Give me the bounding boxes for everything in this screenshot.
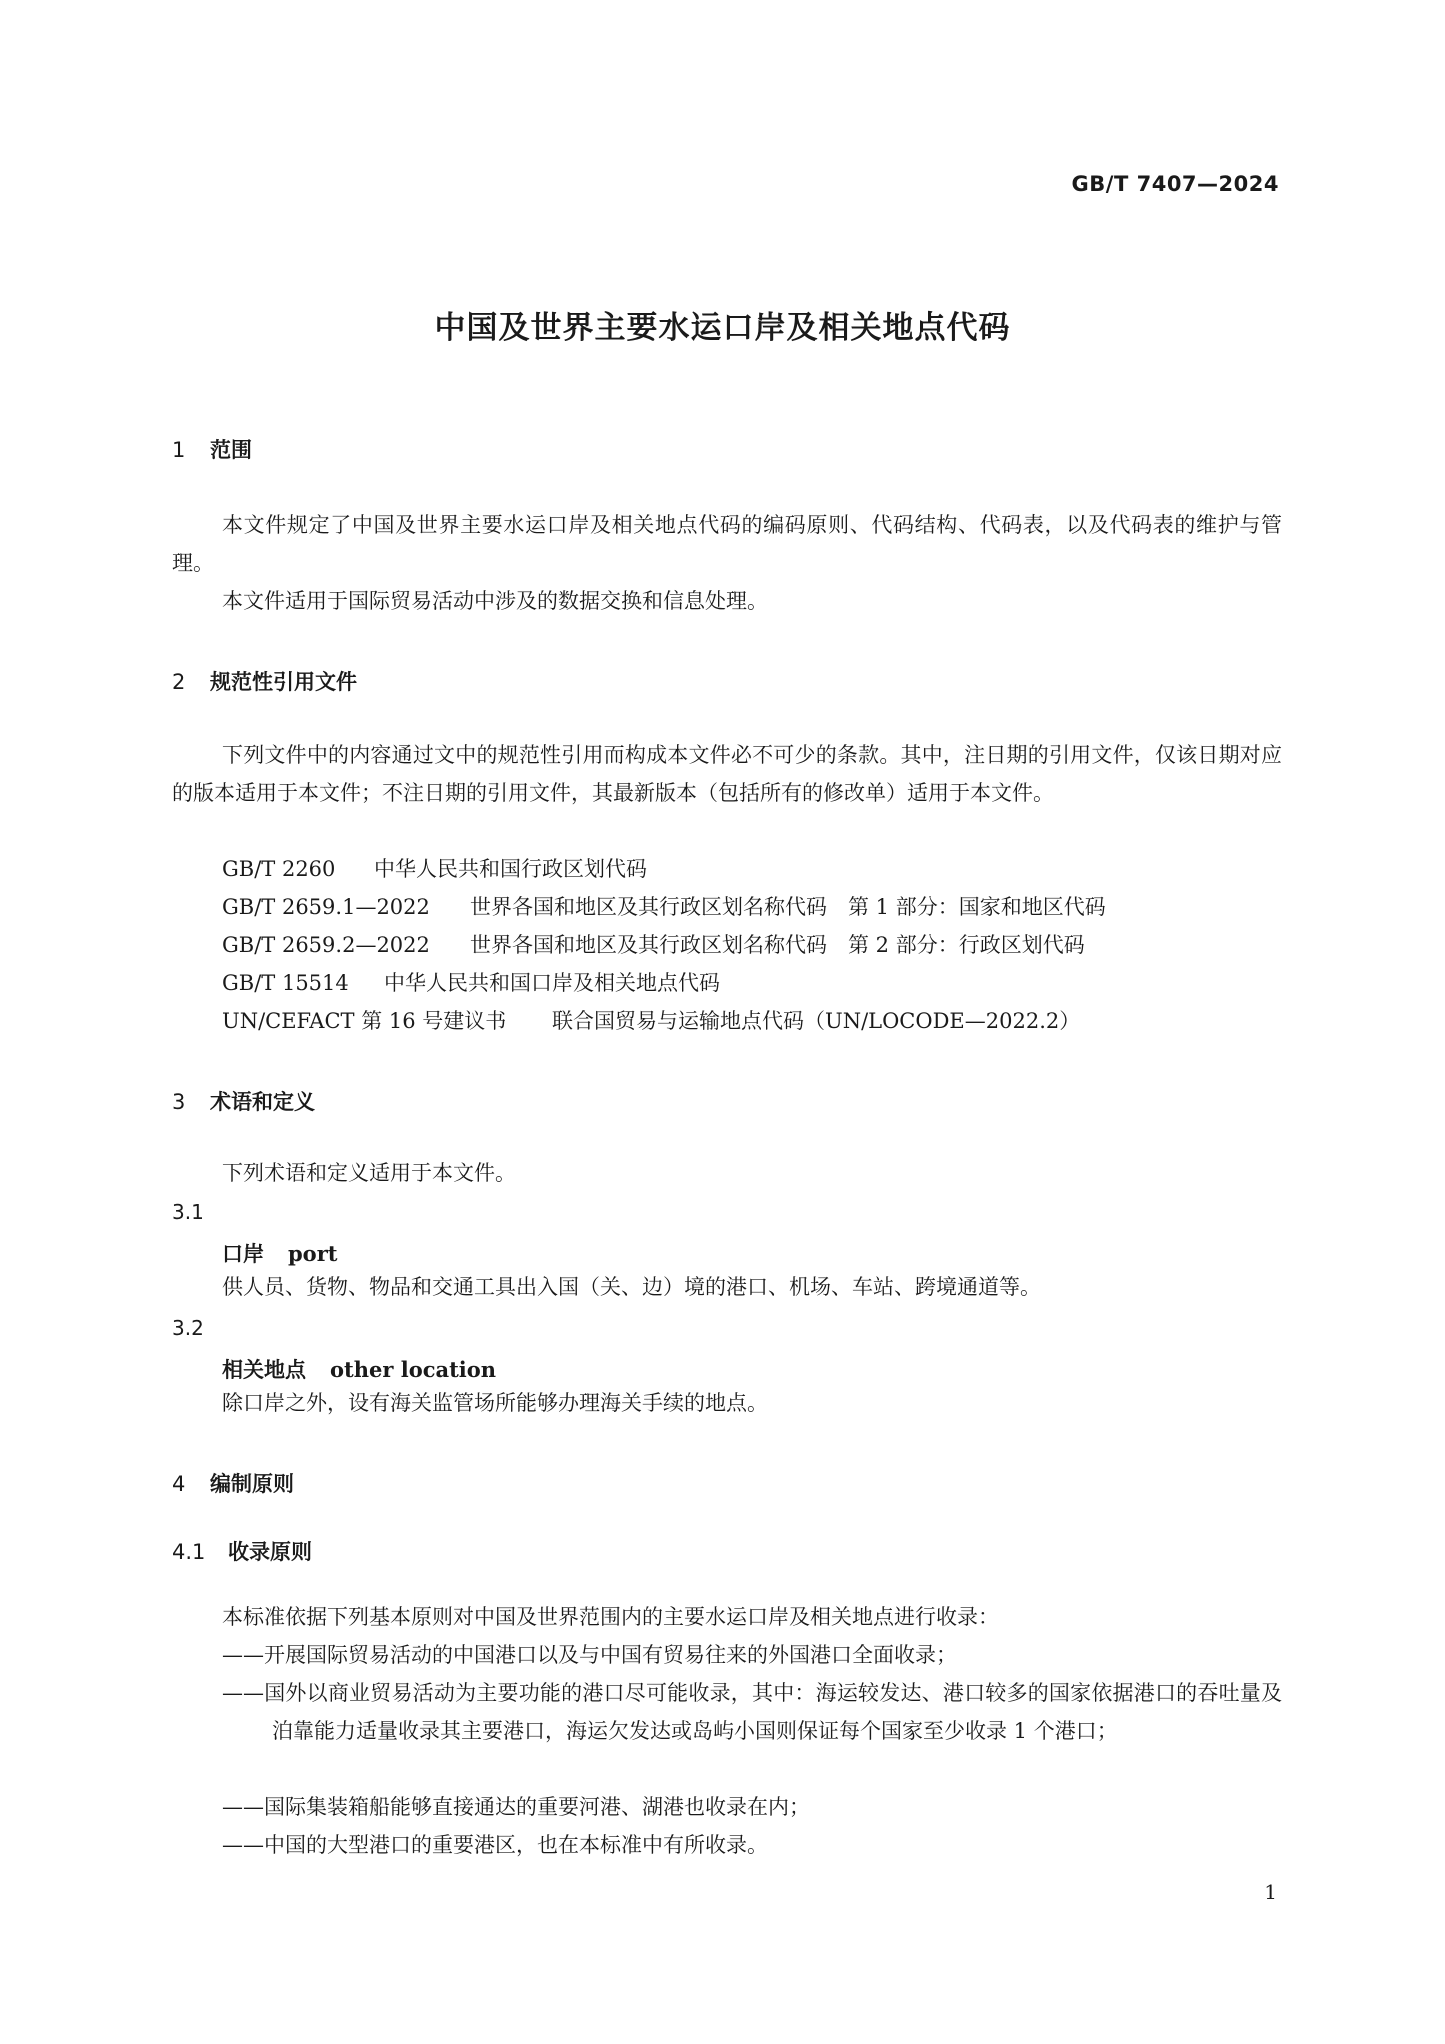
section-title: 术语和定义 — [210, 1090, 315, 1114]
reference-code: GB/T 2659.1—2022 — [222, 895, 430, 919]
paragraph: 下列文件中的内容通过文中的规范性引用而构成本文件必不可少的条款。其中，注日期的引用文件，仅该日期对应的版本适用于本文件；不注日期的引用文件，其最新版本（包括所有的修改单）适用于本文件。 — [172, 743, 1282, 805]
section-number: 3 — [172, 1090, 186, 1114]
term-en: other location — [330, 1357, 497, 1382]
reference-title: 中华人民共和国口岸及相关地点代码 — [384, 971, 720, 995]
subsection-title: 收录原则 — [228, 1540, 312, 1564]
term-zh: 相关地点 — [222, 1358, 306, 1382]
section-4-heading — [172, 1468, 294, 1498]
reference-item — [222, 964, 720, 1002]
subsection-number: 4.1 — [172, 1540, 206, 1564]
section-number: 1 — [172, 438, 186, 462]
reference-item — [222, 926, 1085, 964]
paragraph: 本文件适用于国际贸易活动中涉及的数据交换和信息处理。 — [222, 589, 768, 613]
reference-code: GB/T 15514 — [222, 971, 349, 995]
section-title: 范围 — [210, 438, 252, 462]
section-number: 2 — [172, 670, 186, 694]
term-definition: 供人员、货物、物品和交通工具出入国（关、边）境的港口、机场、车站、跨境通道等。 — [222, 1275, 1041, 1299]
term-number: 3.2 — [172, 1316, 204, 1340]
section-intro: 下列术语和定义适用于本文件。 — [222, 1161, 516, 1185]
page-number: 1 — [1264, 1880, 1277, 1904]
section-3-heading — [172, 1086, 315, 1116]
term-zh: 口岸 — [222, 1242, 264, 1266]
term-en: port — [288, 1241, 338, 1266]
list-item: ——国际集装箱船能够直接通达的重要河港、湖港也收录在内； — [222, 1795, 810, 1819]
document-title: 中国及世界主要水运口岸及相关地点代码 — [434, 310, 1011, 346]
reference-title: 中华人民共和国行政区划代码 — [374, 857, 647, 881]
list-item: ——国外以商业贸易活动为主要功能的港口尽可能收录，其中：海运较发达、港口较多的国家依据港口的吞吐量及泊靠能力适量收录其主要港口，海运欠发达或岛屿小国则保证每个国家至少收录 1 个港口； — [222, 1681, 1282, 1743]
reference-title: 世界各国和地区及其行政区划名称代码 第 2 部分：行政区划代码 — [470, 933, 1085, 957]
section-2-heading — [172, 666, 357, 696]
reference-item — [222, 888, 1106, 926]
term-number: 3.1 — [172, 1200, 204, 1224]
term-heading — [222, 1354, 496, 1384]
reference-title: 联合国贸易与运输地点代码（UN/LOCODE—2022.2） — [552, 1009, 1081, 1033]
term-heading — [222, 1238, 337, 1268]
reference-item — [222, 1002, 1080, 1040]
standard-id: GB/T 7407—2024 — [1071, 172, 1279, 196]
section-title: 规范性引用文件 — [210, 670, 357, 694]
paragraph: 本文件规定了中国及世界主要水运口岸及相关地点代码的编码原则、代码结构、代码表，以及代码表的维护与管理。 — [172, 513, 1282, 575]
reference-title: 世界各国和地区及其行政区划名称代码 第 1 部分：国家和地区代码 — [470, 895, 1106, 919]
reference-code: UN/CEFACT 第 16 号建议书 — [222, 1009, 507, 1033]
reference-code: GB/T 2659.2—2022 — [222, 933, 430, 957]
list-item: ——开展国际贸易活动的中国港口以及与中国有贸易往来的外国港口全面收录； — [222, 1643, 957, 1667]
list-item: ——中国的大型港口的重要港区，也在本标准中有所收录。 — [222, 1833, 768, 1857]
term-definition: 除口岸之外，设有海关监管场所能够办理海关手续的地点。 — [222, 1391, 768, 1415]
reference-code: GB/T 2260 — [222, 857, 336, 881]
section-1-heading — [172, 434, 252, 464]
section-title: 编制原则 — [210, 1472, 294, 1496]
reference-item — [222, 850, 647, 888]
subsection-intro: 本标准依据下列基本原则对中国及世界范围内的主要水运口岸及相关地点进行收录： — [222, 1605, 999, 1629]
subsection-4-1-heading — [172, 1536, 312, 1566]
section-number: 4 — [172, 1472, 186, 1496]
